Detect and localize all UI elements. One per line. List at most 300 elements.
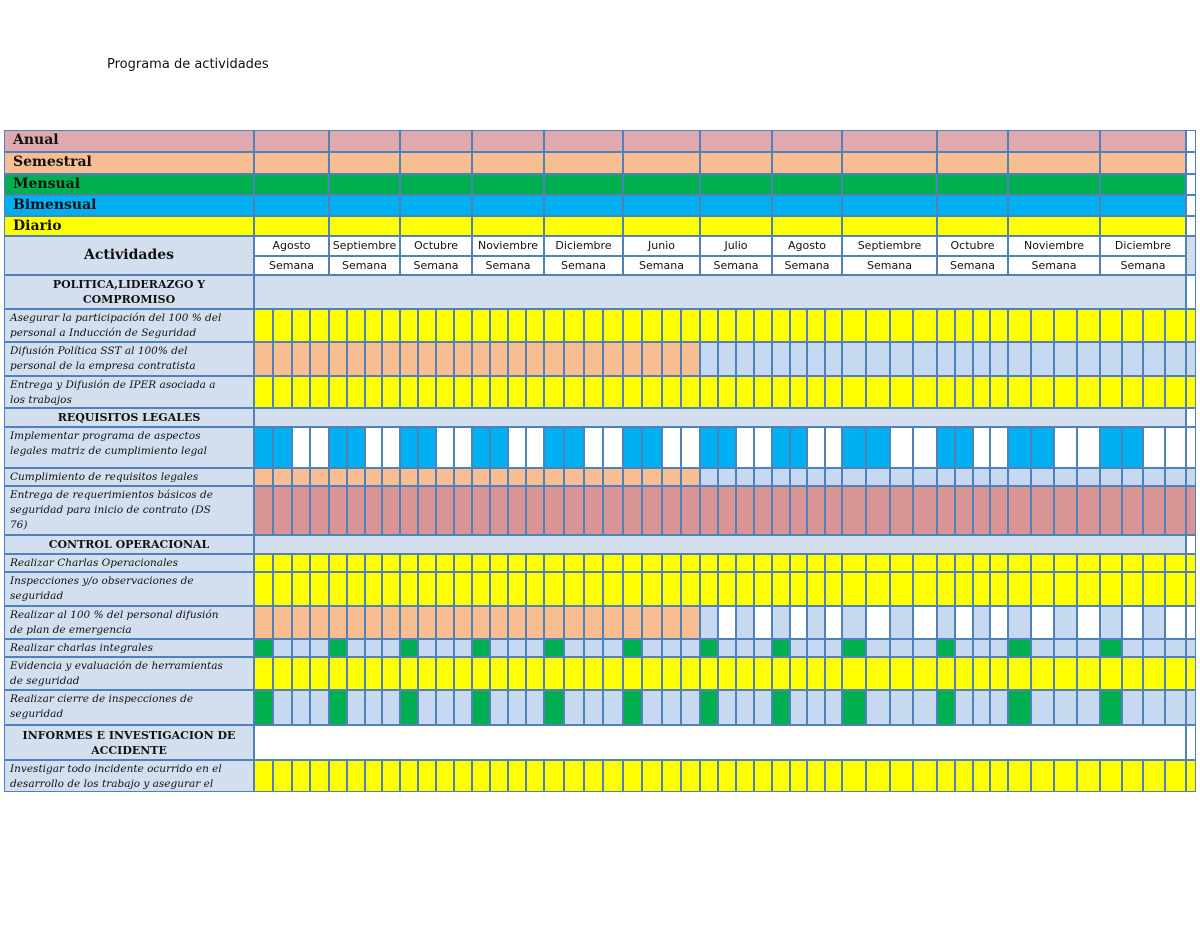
schedule-cell	[990, 554, 1008, 572]
week-header	[1008, 256, 1100, 275]
schedule-cell	[1031, 486, 1054, 535]
schedule-cell	[1100, 572, 1122, 606]
month-header-text: Septiembre	[857, 239, 922, 252]
schedule-cell	[990, 376, 1008, 408]
activity-label	[4, 657, 254, 690]
week-header	[1100, 256, 1186, 275]
week-header-text: Semana	[413, 259, 459, 272]
schedule-cell	[772, 486, 790, 535]
schedule-cell	[454, 486, 472, 535]
schedule-cell	[418, 486, 436, 535]
schedule-cell	[866, 427, 890, 468]
schedule-cell	[866, 760, 890, 792]
schedule-cell	[955, 554, 973, 572]
legend-anual-text: Anual	[13, 132, 59, 148]
schedule-cell	[890, 657, 914, 690]
schedule-cell	[329, 342, 347, 376]
schedule-cell	[772, 572, 790, 606]
activity-label-text: Asegurar la participación del 100 % del personal a Inducción de Seguridad	[10, 312, 222, 339]
schedule-cell	[544, 486, 564, 535]
schedule-cell	[564, 606, 584, 639]
schedule-cell	[681, 690, 700, 725]
schedule-cell	[642, 657, 661, 690]
schedule-cell	[254, 376, 273, 408]
schedule-cell	[955, 606, 973, 639]
schedule-cell	[1054, 376, 1077, 408]
schedule-cell	[329, 468, 347, 486]
legend-band	[623, 130, 700, 152]
section-header	[4, 725, 254, 760]
schedule-cell	[603, 657, 623, 690]
schedule-cell	[736, 342, 754, 376]
schedule-cell	[807, 639, 825, 657]
schedule-cell	[400, 657, 418, 690]
legend-band	[1100, 130, 1186, 152]
schedule-cell	[937, 572, 955, 606]
schedule-cell	[584, 690, 604, 725]
schedule-cell	[955, 572, 973, 606]
schedule-cell	[418, 639, 436, 657]
activity-label	[4, 486, 254, 535]
document-title: Programa de actividades	[107, 57, 269, 72]
legend-band	[937, 130, 1008, 152]
schedule-cell	[490, 606, 508, 639]
schedule-cell	[1122, 657, 1144, 690]
schedule-cell	[1031, 657, 1054, 690]
activities-header-text: Actividades	[83, 247, 175, 263]
schedule-cell	[292, 486, 311, 535]
schedule-cell	[754, 760, 772, 792]
schedule-cell	[890, 309, 914, 342]
schedule-cell	[1054, 657, 1077, 690]
legend-semestral-text: Semestral	[13, 154, 92, 170]
schedule-cell	[973, 468, 991, 486]
schedule-cell	[382, 690, 400, 725]
schedule-cell	[418, 468, 436, 486]
schedule-cell	[329, 486, 347, 535]
schedule-cell	[1031, 572, 1054, 606]
schedule-cell	[1143, 427, 1165, 468]
schedule-cell	[365, 468, 383, 486]
schedule-cell	[754, 639, 772, 657]
schedule-cell	[1143, 606, 1165, 639]
schedule-cell	[310, 554, 329, 572]
schedule-cell	[642, 572, 661, 606]
activity-label-text: Implementar programa de aspectos legales matriz de cumplimiento legal	[10, 430, 207, 457]
legend-bimensual	[4, 195, 254, 216]
schedule-cell-end	[1186, 572, 1196, 606]
schedule-cell	[825, 572, 843, 606]
schedule-cell	[937, 606, 955, 639]
schedule-cell	[866, 657, 890, 690]
schedule-cell	[1008, 760, 1031, 792]
schedule-cell	[1143, 639, 1165, 657]
schedule-cell	[584, 486, 604, 535]
schedule-cell	[347, 760, 365, 792]
schedule-cell	[623, 572, 642, 606]
schedule-cell	[1054, 572, 1077, 606]
schedule-cell	[490, 657, 508, 690]
legend-band	[400, 130, 472, 152]
activity-label	[4, 427, 254, 468]
schedule-cell	[772, 468, 790, 486]
schedule-cell	[790, 657, 808, 690]
schedule-cell	[807, 486, 825, 535]
week-header	[472, 256, 544, 275]
schedule-cell	[623, 309, 642, 342]
schedule-cell	[508, 468, 526, 486]
schedule-cell	[1054, 690, 1077, 725]
schedule-cell	[662, 554, 681, 572]
legend-band	[254, 216, 329, 236]
schedule-cell-end	[1186, 309, 1196, 342]
legend-band	[472, 130, 544, 152]
week-header-text: Semana	[784, 259, 830, 272]
schedule-cell	[736, 486, 754, 535]
schedule-cell	[544, 690, 564, 725]
schedule-cell	[1165, 690, 1187, 725]
schedule-cell	[310, 486, 329, 535]
schedule-cell	[890, 376, 914, 408]
schedule-cell	[866, 342, 890, 376]
schedule-cell	[642, 376, 661, 408]
schedule-cell	[418, 376, 436, 408]
schedule-cell	[754, 427, 772, 468]
schedule-cell	[890, 572, 914, 606]
schedule-cell	[790, 342, 808, 376]
schedule-cell	[584, 760, 604, 792]
schedule-cell	[1143, 657, 1165, 690]
schedule-cell	[454, 572, 472, 606]
schedule-cell	[681, 760, 700, 792]
schedule-cell-end	[1186, 486, 1196, 535]
schedule-cell	[526, 376, 544, 408]
schedule-cell	[842, 486, 866, 535]
schedule-cell	[292, 554, 311, 572]
schedule-cell	[700, 486, 718, 535]
legend-band	[1100, 152, 1186, 174]
schedule-cell	[642, 342, 661, 376]
activity-label-text: Realizar cierre de inspecciones de seguridad	[10, 693, 194, 720]
activities-header	[4, 236, 254, 275]
legend-band	[700, 174, 772, 195]
schedule-cell	[842, 427, 866, 468]
schedule-cell	[273, 468, 292, 486]
schedule-cell	[382, 760, 400, 792]
schedule-cell	[436, 427, 454, 468]
schedule-cell	[866, 572, 890, 606]
schedule-cell	[754, 376, 772, 408]
schedule-cell	[790, 376, 808, 408]
schedule-cell	[890, 690, 914, 725]
schedule-cell	[310, 760, 329, 792]
schedule-cell	[842, 554, 866, 572]
section-band	[254, 275, 1186, 309]
section-band	[254, 725, 1186, 760]
schedule-cell	[382, 554, 400, 572]
schedule-cell	[718, 309, 736, 342]
month-header	[623, 236, 700, 256]
schedule-cell	[1122, 760, 1144, 792]
schedule-cell	[1100, 606, 1122, 639]
schedule-cell	[790, 554, 808, 572]
schedule-cell	[1054, 554, 1077, 572]
schedule-cell	[436, 554, 454, 572]
schedule-cell	[1143, 572, 1165, 606]
legend-band	[472, 174, 544, 195]
schedule-cell	[273, 427, 292, 468]
schedule-cell	[526, 309, 544, 342]
schedule-cell	[807, 427, 825, 468]
schedule-cell	[736, 572, 754, 606]
schedule-cell	[842, 760, 866, 792]
schedule-cell	[842, 376, 866, 408]
schedule-cell	[807, 690, 825, 725]
schedule-cell	[842, 309, 866, 342]
schedule-cell	[490, 639, 508, 657]
activity-label-text: Cumplimiento de requisitos legales	[10, 471, 199, 483]
legend-band	[400, 152, 472, 174]
activity-label	[4, 309, 254, 342]
schedule-cell	[754, 486, 772, 535]
schedule-cell	[642, 554, 661, 572]
legend-band	[937, 174, 1008, 195]
schedule-cell	[584, 606, 604, 639]
legend-band	[772, 130, 842, 152]
schedule-cell	[454, 657, 472, 690]
schedule-cell	[1122, 376, 1144, 408]
schedule-cell	[913, 657, 937, 690]
schedule-cell	[454, 554, 472, 572]
schedule-cell	[736, 376, 754, 408]
schedule-cell	[254, 468, 273, 486]
schedule-cell	[623, 639, 642, 657]
schedule-cell	[365, 427, 383, 468]
schedule-cell	[347, 486, 365, 535]
schedule-cell	[990, 342, 1008, 376]
schedule-cell	[347, 309, 365, 342]
schedule-cell	[642, 690, 661, 725]
activity-label-text: Realizar al 100 % del personal difusión de plan de emergencia	[10, 609, 219, 636]
schedule-cell	[544, 554, 564, 572]
legend-band	[544, 130, 623, 152]
schedule-cell	[623, 657, 642, 690]
legend-diario-text: Diario	[13, 218, 62, 234]
schedule-cell	[790, 427, 808, 468]
schedule-cell	[662, 572, 681, 606]
section-header	[4, 535, 254, 554]
schedule-cell	[623, 427, 642, 468]
schedule-cell	[681, 486, 700, 535]
schedule-cell	[254, 606, 273, 639]
schedule-cell	[866, 639, 890, 657]
schedule-cell	[347, 468, 365, 486]
schedule-cell	[913, 309, 937, 342]
schedule-cell	[937, 486, 955, 535]
schedule-cell	[508, 427, 526, 468]
legend-band	[472, 195, 544, 216]
activity-label-text: Realizar charlas integrales	[10, 642, 154, 654]
schedule-cell	[681, 639, 700, 657]
schedule-cell	[1100, 760, 1122, 792]
schedule-cell	[526, 657, 544, 690]
schedule-cell	[544, 427, 564, 468]
schedule-cell	[973, 309, 991, 342]
schedule-cell	[603, 606, 623, 639]
week-header	[400, 256, 472, 275]
schedule-cell	[772, 639, 790, 657]
schedule-cell	[890, 639, 914, 657]
schedule-cell	[365, 309, 383, 342]
schedule-cell	[292, 657, 311, 690]
legend-band	[254, 195, 329, 216]
schedule-cell	[382, 427, 400, 468]
schedule-cell	[365, 376, 383, 408]
schedule-cell	[526, 342, 544, 376]
schedule-cell	[662, 376, 681, 408]
schedule-cell	[642, 760, 661, 792]
schedule-cell	[526, 427, 544, 468]
legend-band	[254, 130, 329, 152]
schedule-cell	[718, 342, 736, 376]
legend-band	[329, 216, 400, 236]
month-header	[1008, 236, 1100, 256]
schedule-cell	[1008, 639, 1031, 657]
schedule-cell	[418, 690, 436, 725]
schedule-cell	[790, 572, 808, 606]
schedule-cell	[508, 606, 526, 639]
schedule-cell	[472, 572, 490, 606]
schedule-cell	[273, 376, 292, 408]
schedule-cell	[662, 486, 681, 535]
legend-semestral	[4, 152, 254, 174]
schedule-cell	[700, 639, 718, 657]
schedule-cell	[1165, 554, 1187, 572]
schedule-cell	[990, 657, 1008, 690]
schedule-cell	[273, 486, 292, 535]
schedule-cell	[1031, 606, 1054, 639]
schedule-cell	[1100, 342, 1122, 376]
schedule-cell	[603, 468, 623, 486]
schedule-cell	[807, 554, 825, 572]
schedule-cell	[564, 342, 584, 376]
schedule-cell	[913, 572, 937, 606]
legend-band	[772, 216, 842, 236]
schedule-cell	[790, 639, 808, 657]
schedule-cell	[273, 760, 292, 792]
activity-label	[4, 760, 254, 792]
schedule-cell	[1031, 427, 1054, 468]
schedule-cell	[472, 690, 490, 725]
schedule-cell	[1008, 657, 1031, 690]
schedule-cell	[790, 309, 808, 342]
schedule-cell	[772, 427, 790, 468]
schedule-cell	[490, 760, 508, 792]
legend-band	[700, 152, 772, 174]
schedule-cell	[1100, 657, 1122, 690]
schedule-cell	[365, 554, 383, 572]
legend-band	[700, 130, 772, 152]
schedule-cell	[584, 427, 604, 468]
schedule-cell	[866, 468, 890, 486]
schedule-cell	[825, 554, 843, 572]
schedule-cell	[913, 606, 937, 639]
schedule-cell	[955, 376, 973, 408]
schedule-cell	[254, 760, 273, 792]
schedule-cell	[700, 606, 718, 639]
schedule-cell	[544, 342, 564, 376]
schedule-cell	[807, 606, 825, 639]
schedule-cell	[1031, 554, 1054, 572]
section-band-end	[1186, 535, 1196, 554]
schedule-cell	[292, 342, 311, 376]
schedule-cell	[584, 639, 604, 657]
schedule-cell	[662, 342, 681, 376]
schedule-cell	[662, 309, 681, 342]
schedule-cell	[1054, 309, 1077, 342]
schedule-cell	[973, 690, 991, 725]
schedule-cell	[1122, 690, 1144, 725]
schedule-cell	[382, 606, 400, 639]
schedule-cell	[254, 690, 273, 725]
activity-label-text: Investigar todo incidente ocurrido en el desarrollo de los trabajo y asegurar el	[10, 763, 222, 790]
legend-mensual-text: Mensual	[13, 176, 81, 192]
legend-band	[472, 216, 544, 236]
schedule-cell	[662, 690, 681, 725]
schedule-cell	[472, 468, 490, 486]
schedule-cell	[1100, 554, 1122, 572]
schedule-cell	[913, 342, 937, 376]
schedule-cell	[700, 554, 718, 572]
schedule-cell	[807, 309, 825, 342]
month-header	[254, 236, 329, 256]
schedule-cell	[772, 376, 790, 408]
section-band	[254, 408, 1186, 427]
schedule-cell	[544, 657, 564, 690]
schedule-cell	[329, 572, 347, 606]
schedule-cell	[526, 690, 544, 725]
legend-anual	[4, 130, 254, 152]
schedule-cell	[623, 468, 642, 486]
schedule-cell	[603, 572, 623, 606]
schedule-cell	[623, 760, 642, 792]
legend-band	[329, 152, 400, 174]
schedule-cell	[990, 639, 1008, 657]
schedule-cell	[1077, 760, 1100, 792]
schedule-cell	[1077, 606, 1100, 639]
schedule-cell	[564, 427, 584, 468]
schedule-cell	[1122, 639, 1144, 657]
schedule-cell	[866, 606, 890, 639]
schedule-cell	[1054, 468, 1077, 486]
week-header	[623, 256, 700, 275]
schedule-cell	[973, 376, 991, 408]
legend-diario	[4, 216, 254, 236]
schedule-cell	[472, 760, 490, 792]
week-header	[544, 256, 623, 275]
month-header-text: Septiembre	[332, 239, 397, 252]
legend-band	[937, 195, 1008, 216]
schedule-cell	[1008, 342, 1031, 376]
schedule-cell	[642, 639, 661, 657]
activity-label	[4, 606, 254, 639]
schedule-cell	[973, 639, 991, 657]
schedule-cell	[1077, 427, 1100, 468]
week-header	[937, 256, 1008, 275]
schedule-cell	[937, 427, 955, 468]
schedule-cell	[754, 657, 772, 690]
legend-band	[1100, 174, 1186, 195]
